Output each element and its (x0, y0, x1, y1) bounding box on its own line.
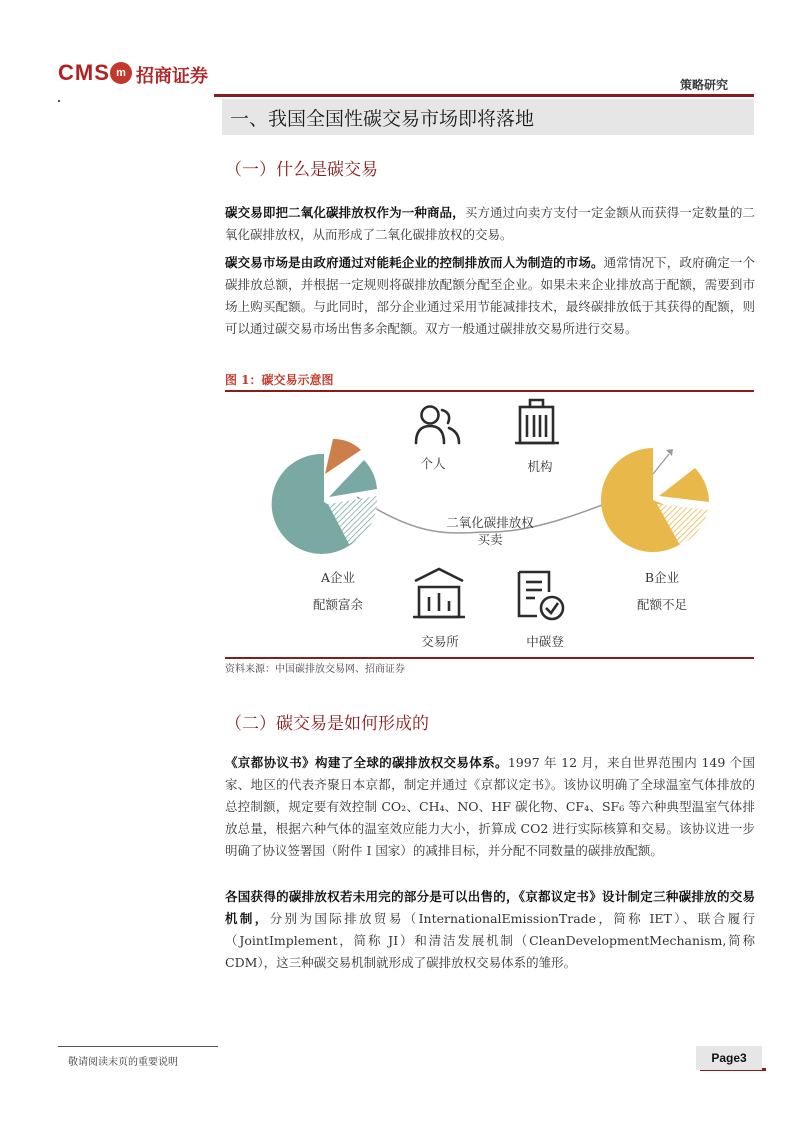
pie-b-arrow-line (653, 454, 669, 474)
pie-a-orange-slice (325, 439, 361, 474)
caption-zhongtandeng: 中碳登 (526, 634, 564, 649)
caption-institution: 机构 (527, 459, 553, 474)
figure-bottom-rule (225, 657, 754, 659)
footer-divider (58, 1046, 218, 1047)
paragraph-body: 分别为国际排放贸易（InternationalEmissionTrade，简称 IET）、联合履行（JointImplement，简称 JI）和清洁发展机制（CleanDevelopmentMechanism,简称 CDM），这三种碳交易机制就形成了碳排放权交易体系的雏形。 (225, 911, 755, 970)
footer-note: 敬请阅读末页的重要说明 (68, 1057, 178, 1068)
document-check-icon (519, 572, 563, 619)
caption-a-status: 配额富余 (312, 597, 363, 612)
caption-exchange: 交易所 (421, 634, 459, 649)
pie-b-company (601, 448, 709, 552)
pie-b-arrow-head (666, 449, 673, 456)
paragraph-lead: 《京都协议书》构建了全球的碳排放权交易体系。 (225, 755, 508, 770)
paragraph-lead: 碳交易市场是由政府通过对能耗企业的控制排放而人为制造的市场。 (225, 255, 604, 270)
building-icon (515, 400, 559, 443)
pie-a-company (272, 439, 378, 554)
paragraph-body: 买方通过向卖方支付一定金额从而获得一定数量的二氧化碳排放权，从而形成了二氧化碳排放权的交易。 (225, 205, 755, 242)
caption-a-company: A企业 (320, 570, 356, 585)
header-tag: 策略研究 (680, 78, 729, 92)
caption-b-status: 配额不足 (636, 597, 687, 612)
logo-cms: CMS (58, 60, 110, 85)
paragraph-mechanisms (225, 886, 755, 974)
subsection-2-title: （二）碳交易是如何形成的 (225, 714, 429, 734)
margin-dot (58, 100, 60, 102)
subsection-1-title: （一）什么是碳交易 (225, 160, 378, 180)
section-title: 一、我国全国性碳交易市场即将落地 (230, 108, 535, 130)
paragraph-kyoto (225, 752, 755, 862)
people-icon (416, 407, 459, 444)
pie-b-gold-slice (659, 468, 709, 502)
caption-b-company: B企业 (644, 570, 680, 585)
figure-label: 图 1：碳交易示意图 (225, 373, 334, 387)
paragraph-lead: 碳交易即把二氧化碳排放权作为一种商品， (225, 205, 465, 220)
paragraph-carbon-market (225, 252, 755, 340)
figure-source: 资料来源：中国碳排放交易网、招商证券 (225, 664, 405, 675)
caption-trade-line1: 二氧化碳排放权 (446, 515, 534, 530)
exchange-building-icon (413, 569, 465, 617)
header-divider (214, 94, 754, 97)
paragraph-lead: 各国获得的碳排放权若未用完的部分是可以出售的，《京都议定书》设计制定三种碳排放的交易机制， (225, 889, 755, 926)
paragraph-body: 通常情况下，政府确定一个碳排放总额，并根据一定规则将碳排放配额分配至企业。如果未来企业排放高于配额，需要到市场上购买配额。与此同时，部分企业通过采用节能减排技术，最终碳排放低于其获得的配额，则可以通过碳交易市场出售多余配额。双方一般通过碳排放交易所进行交易。 (225, 255, 755, 336)
caption-trade-line2: 买卖 (477, 532, 503, 547)
paragraph-carbon-trading (225, 202, 755, 246)
logo-mark-icon: m (110, 62, 132, 84)
caption-individual: 个人 (420, 456, 446, 471)
page-number: Page3 (696, 1046, 762, 1070)
logo-cn: 招商证券 (136, 66, 208, 87)
paragraph-body: 1997 年 12 月，来自世界范围内 149 个国家、地区的代表齐聚日本京都，制定并通过《京都议定书》。该协议明确了全球温室气体排放的总控制额，规定要有效控制 CO₂、CH₄、NO、HF 碳化物、CF₄、SF₆ 等六种典型温室气体排放总量，根据六种气体的温室效应能力大小，折算成 CO2 进行实际核算和交易。该协议进一步明确了协议签署国（附件 I 国家）的减排目标，并分配不同数量的碳排放配额。 (225, 755, 755, 858)
